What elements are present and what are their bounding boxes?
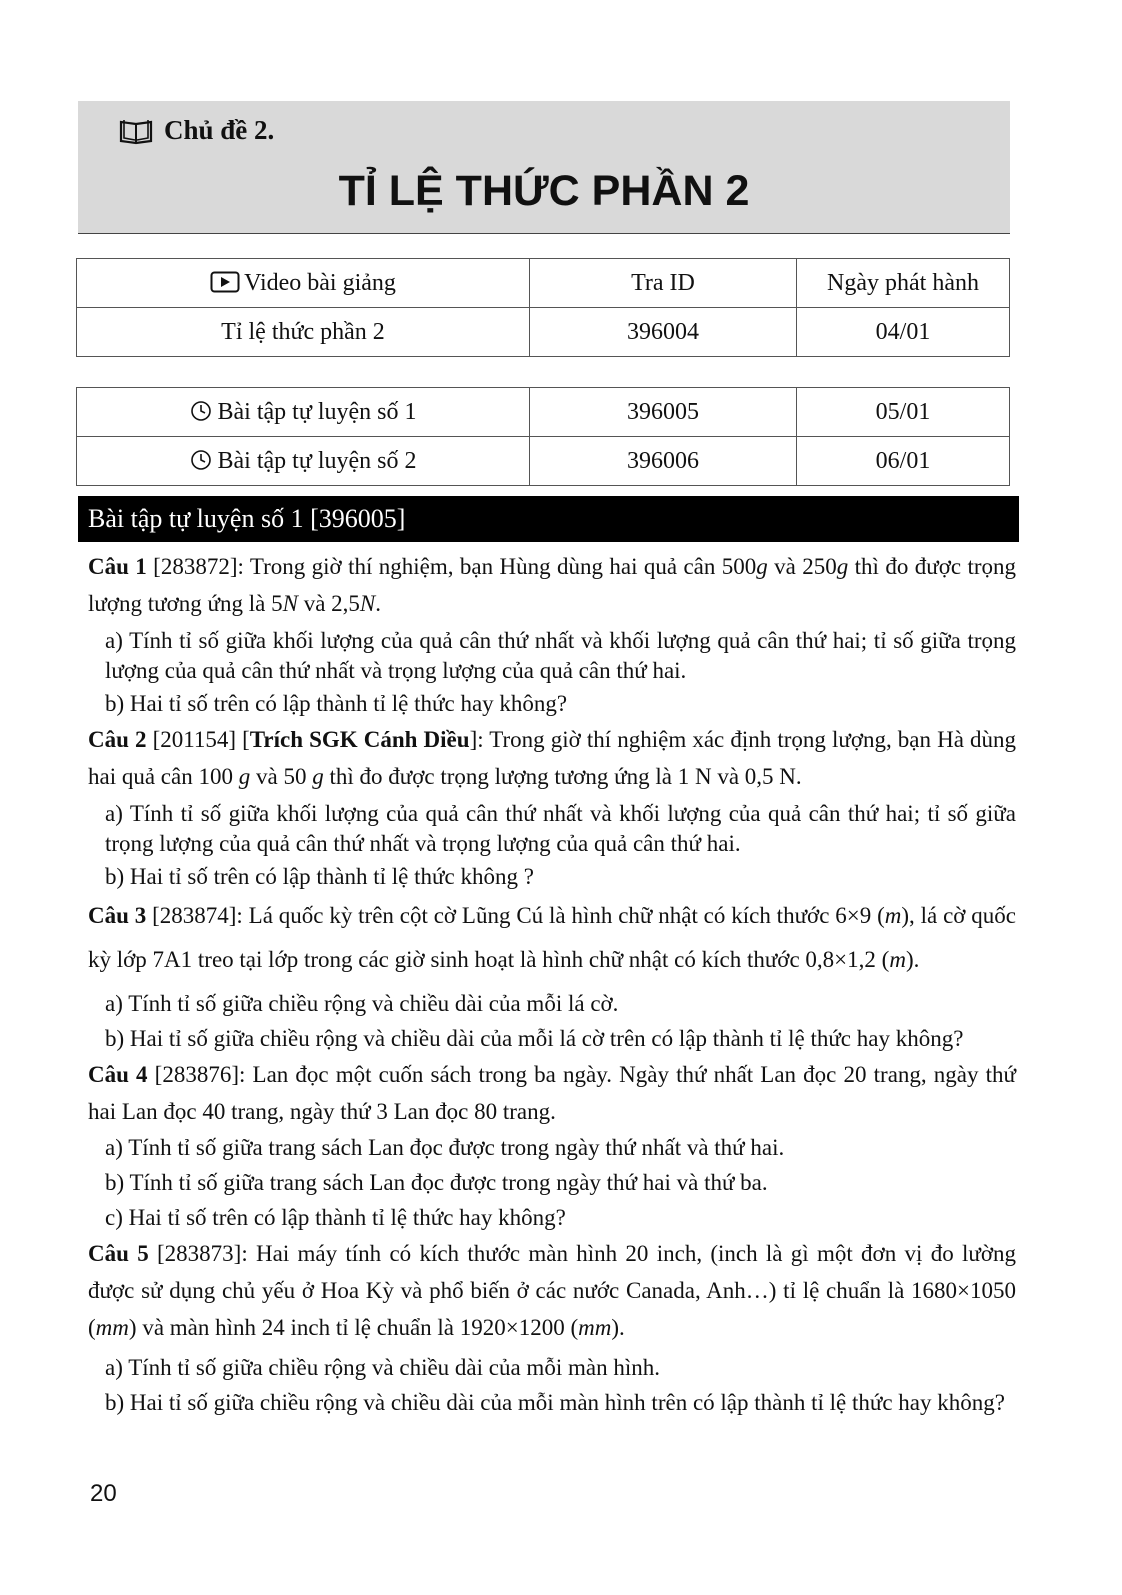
question-4-part-a: a) Tính tỉ số giữa trang sách Lan đọc được trong ngày thứ nhất và thứ hai.	[105, 1135, 785, 1160]
question-3	[88, 894, 1016, 982]
table-row[interactable]	[77, 308, 1010, 357]
question-label: Câu 1	[88, 554, 147, 579]
book-icon	[118, 117, 154, 145]
question-5	[88, 1235, 1016, 1346]
topic-label: Chủ đề 2.	[164, 115, 275, 145]
unit: g	[836, 554, 849, 579]
table-row[interactable]	[77, 437, 1010, 486]
question-source: Trích SGK Cánh Diều	[249, 727, 470, 752]
unit: N	[359, 591, 376, 616]
question-label: Câu 4	[88, 1062, 148, 1087]
video-title-cell[interactable]: Tỉ lệ thức phần 2	[77, 308, 530, 357]
question-2-part-b: b) Hai tỉ số trên có lập thành tỉ lệ thức không ?	[105, 864, 534, 889]
question-text: ) và màn hình 24 inch tỉ lệ chuẩn là 1920×1200 (	[128, 1315, 579, 1340]
exercise-title: Bài tập tự luyện số 1	[217, 398, 417, 425]
table-header-row	[77, 259, 1010, 308]
unit: mm	[578, 1315, 612, 1340]
question-text: [283872]: Trong giờ thí nghiệm, bạn Hùng dùng hai quả cân 500	[146, 554, 757, 579]
exercise-title: Bài tập tự luyện số 2	[217, 447, 417, 474]
exercise-content	[88, 548, 1016, 1420]
unit: mm	[95, 1315, 129, 1340]
unit: N	[282, 591, 298, 616]
question-text: và 250	[767, 554, 837, 579]
question-4-part-b: b) Tính tỉ số giữa trang sách Lan đọc được trong ngày thứ hai và thứ ba.	[105, 1170, 768, 1195]
question-5-part-b: b) Hai tỉ số giữa chiều rộng và chiều dài của mỗi màn hình trên có lập thành tỉ lệ thức hay không?	[105, 1390, 1005, 1415]
video-id-cell: 396004	[530, 308, 797, 357]
question-2-part-a: a) Tính tỉ số giữa khối lượng của quả cân thứ nhất và khối lượng của quả cân thứ hai; tỉ số giữa trọng lượng của quả cân thứ nhất và trọng lượng của quả cân thứ hai.	[105, 801, 1016, 856]
video-table	[76, 258, 1010, 357]
page-title: TỈ LỆ THỨC PHẦN 2	[338, 167, 750, 215]
page-number: 20	[90, 1480, 117, 1507]
table-row[interactable]	[77, 388, 1010, 437]
question-3-part-b: b) Hai tỉ số giữa chiều rộng và chiều dài của mỗi lá cờ trên có lập thành tỉ lệ thức hay không?	[105, 1026, 964, 1051]
question-text: ).	[905, 947, 920, 972]
topic-line	[118, 115, 274, 146]
question-1	[88, 548, 1016, 622]
unit: m	[884, 903, 902, 928]
question-text: ), lá cờ quốc kỳ lớp 7A1 treo tại lớp trong các giờ sinh hoạt là hình chữ nhật có kích thước 0,8×1,2 (	[88, 903, 1016, 972]
question-text: ]: Trong giờ thí nghiệm xác định trọng lượng, bạn Hà dùng hai quả cân 100	[88, 727, 1017, 789]
exercise-title-cell[interactable]	[77, 437, 530, 486]
question-text: và 50	[250, 764, 313, 789]
unit: m	[889, 947, 906, 972]
exercise-table	[76, 387, 1010, 486]
question-label: Câu 3	[88, 903, 147, 928]
exercise-date-cell: 05/01	[797, 388, 1010, 437]
question-4	[88, 1056, 1016, 1130]
exercise-date-cell: 06/01	[797, 437, 1010, 486]
table-header-cell: Tra ID	[530, 259, 797, 308]
question-text: và 2,5	[297, 591, 360, 616]
clock-icon	[190, 449, 212, 471]
question-text: thì đo được trọng lượng tương ứng là 5	[88, 554, 1017, 616]
unit: g	[238, 764, 251, 789]
question-2	[88, 721, 1016, 795]
video-date-cell: 04/01	[797, 308, 1010, 357]
exercise-id-cell: 396005	[530, 388, 797, 437]
clock-icon	[190, 400, 212, 422]
question-5-part-a: a) Tính tỉ số giữa chiều rộng và chiều dài của mỗi màn hình.	[105, 1355, 660, 1380]
play-icon	[210, 271, 240, 293]
question-text: [283873]: Hai máy tính có kích thước màn hình 20 inch, (inch là gì một đơn vị đo lường được sử dụng chủ yếu ở Hoa Kỳ và phổ biến ở các nước Canada, Anh…) tỉ lệ chuẩn là 1680×1050 (	[88, 1241, 1017, 1340]
question-1-part-b: b) Hai tỉ số trên có lập thành tỉ lệ thức hay không?	[105, 691, 568, 716]
question-text: [283874]: Lá quốc kỳ trên cột cờ Lũng Cú là hình chữ nhật có kích thước 6×9 (	[146, 903, 885, 928]
video-header-label: Video bài giảng	[244, 269, 396, 296]
unit: g	[312, 764, 324, 789]
table-header-cell: Ngày phát hành	[797, 259, 1010, 308]
question-text: .	[375, 591, 382, 616]
question-text: ).	[611, 1315, 625, 1340]
question-text: thì đo được trọng lượng tương ứng là 1 N và 0,5 N.	[323, 764, 802, 789]
topic-header	[78, 101, 1010, 234]
section-title: Bài tập tự luyện số 1 [396005]	[78, 496, 1019, 542]
table-header-cell	[77, 259, 530, 308]
question-text: [283876]: Lan đọc một cuốn sách trong ba ngày. Ngày thứ nhất Lan đọc 20 trang, ngày thứ hai Lan đọc 40 trang, ngày thứ 3 Lan đọc 80 trang.	[88, 1062, 1016, 1124]
question-1-part-a: a) Tính tỉ số giữa khối lượng của quả cân thứ nhất và khối lượng quả cân thứ hai; tỉ số giữa trọng lượng của quả cân thứ nhất và trọng lượng của quả cân thứ hai.	[105, 628, 1016, 683]
question-label: Câu 5	[88, 1241, 149, 1266]
question-3-part-a: a) Tính tỉ số giữa chiều rộng và chiều dài của mỗi lá cờ.	[105, 991, 619, 1016]
exercise-title-cell[interactable]	[77, 388, 530, 437]
exercise-id-cell: 396006	[530, 437, 797, 486]
question-4-part-c: c) Hai tỉ số trên có lập thành tỉ lệ thức hay không?	[105, 1205, 566, 1230]
unit: g	[756, 554, 768, 579]
question-text: [201154] [	[146, 727, 250, 752]
question-label: Câu 2	[88, 727, 147, 752]
